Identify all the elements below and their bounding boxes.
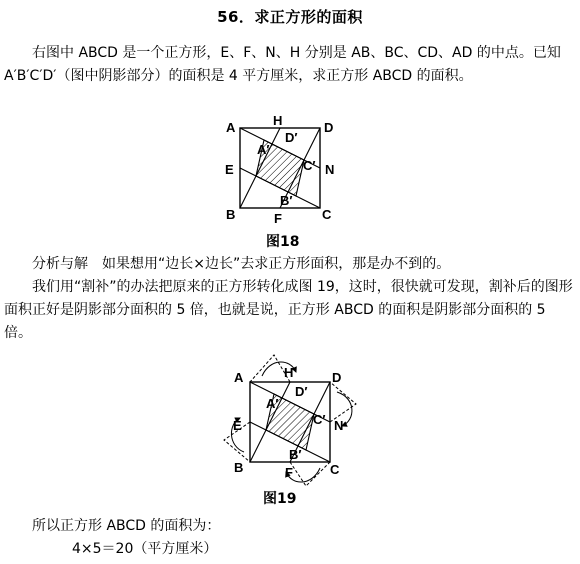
figure-18-caption: 图18 [266, 234, 300, 250]
label-f: F [274, 211, 282, 226]
label-c-prime: C′ [303, 158, 316, 173]
moved-triangle-right [330, 382, 356, 422]
label-h: H [284, 365, 294, 380]
label-a: A [234, 370, 244, 385]
label-a: A [226, 120, 236, 135]
label-n: N [334, 418, 344, 433]
label-c: C [322, 207, 332, 222]
figure-18 [215, 112, 345, 230]
label-b-prime: B′ [289, 447, 302, 462]
label-b: B [226, 207, 236, 222]
label-b-prime: B′ [280, 193, 293, 208]
label-f: F [285, 465, 293, 480]
label-c-prime: C′ [313, 412, 326, 427]
analysis-paragraph-2: 我们用“割补”的办法把原来的正方形转化成图 19，这时，很快就可发现，割补后的图形面积正好是阴影部分面积的 5 倍，也就是说，正方形 ABCD 的面积是阴影部分面积的 5 倍。 [4, 279, 573, 341]
figure-19 [215, 352, 365, 487]
figure-19-caption: 图19 [263, 491, 297, 507]
moved-triangle-bottom [290, 462, 330, 486]
analysis-paragraph-1 [4, 253, 576, 276]
label-d-prime: D′ [285, 130, 298, 145]
label-n: N [325, 162, 335, 177]
label-c: C [330, 462, 340, 477]
area-formula: 4×5＝20（平方厘米） [72, 541, 218, 557]
label-d: D [332, 370, 342, 385]
label-e: E [225, 162, 234, 177]
label-a-prime: A′ [266, 396, 279, 411]
analysis-text-1: 如果想用“边长×边长”去求正方形面积，那是办不到的。 [102, 256, 451, 272]
label-h: H [273, 113, 283, 128]
conclusion-text: 所以正方形 ABCD 的面积为： [32, 518, 221, 534]
label-d-prime: D′ [295, 384, 308, 399]
label-a-prime: A′ [257, 142, 270, 157]
label-d: D [324, 120, 334, 135]
problem-statement: 右图中 ABCD 是一个正方形，E、F、N、H 分别是 AB、BC、CD、AD 的中点。已知 A′B′C′D′（图中阴影部分）的面积是 4 平方厘米，求正方形 ABCD 的面积。 [4, 45, 561, 84]
problem-title: 56．求正方形的面积 [217, 8, 363, 26]
analysis-heading: 分析与解 [32, 256, 88, 272]
label-e: E [233, 418, 242, 433]
label-b: B [234, 460, 244, 475]
